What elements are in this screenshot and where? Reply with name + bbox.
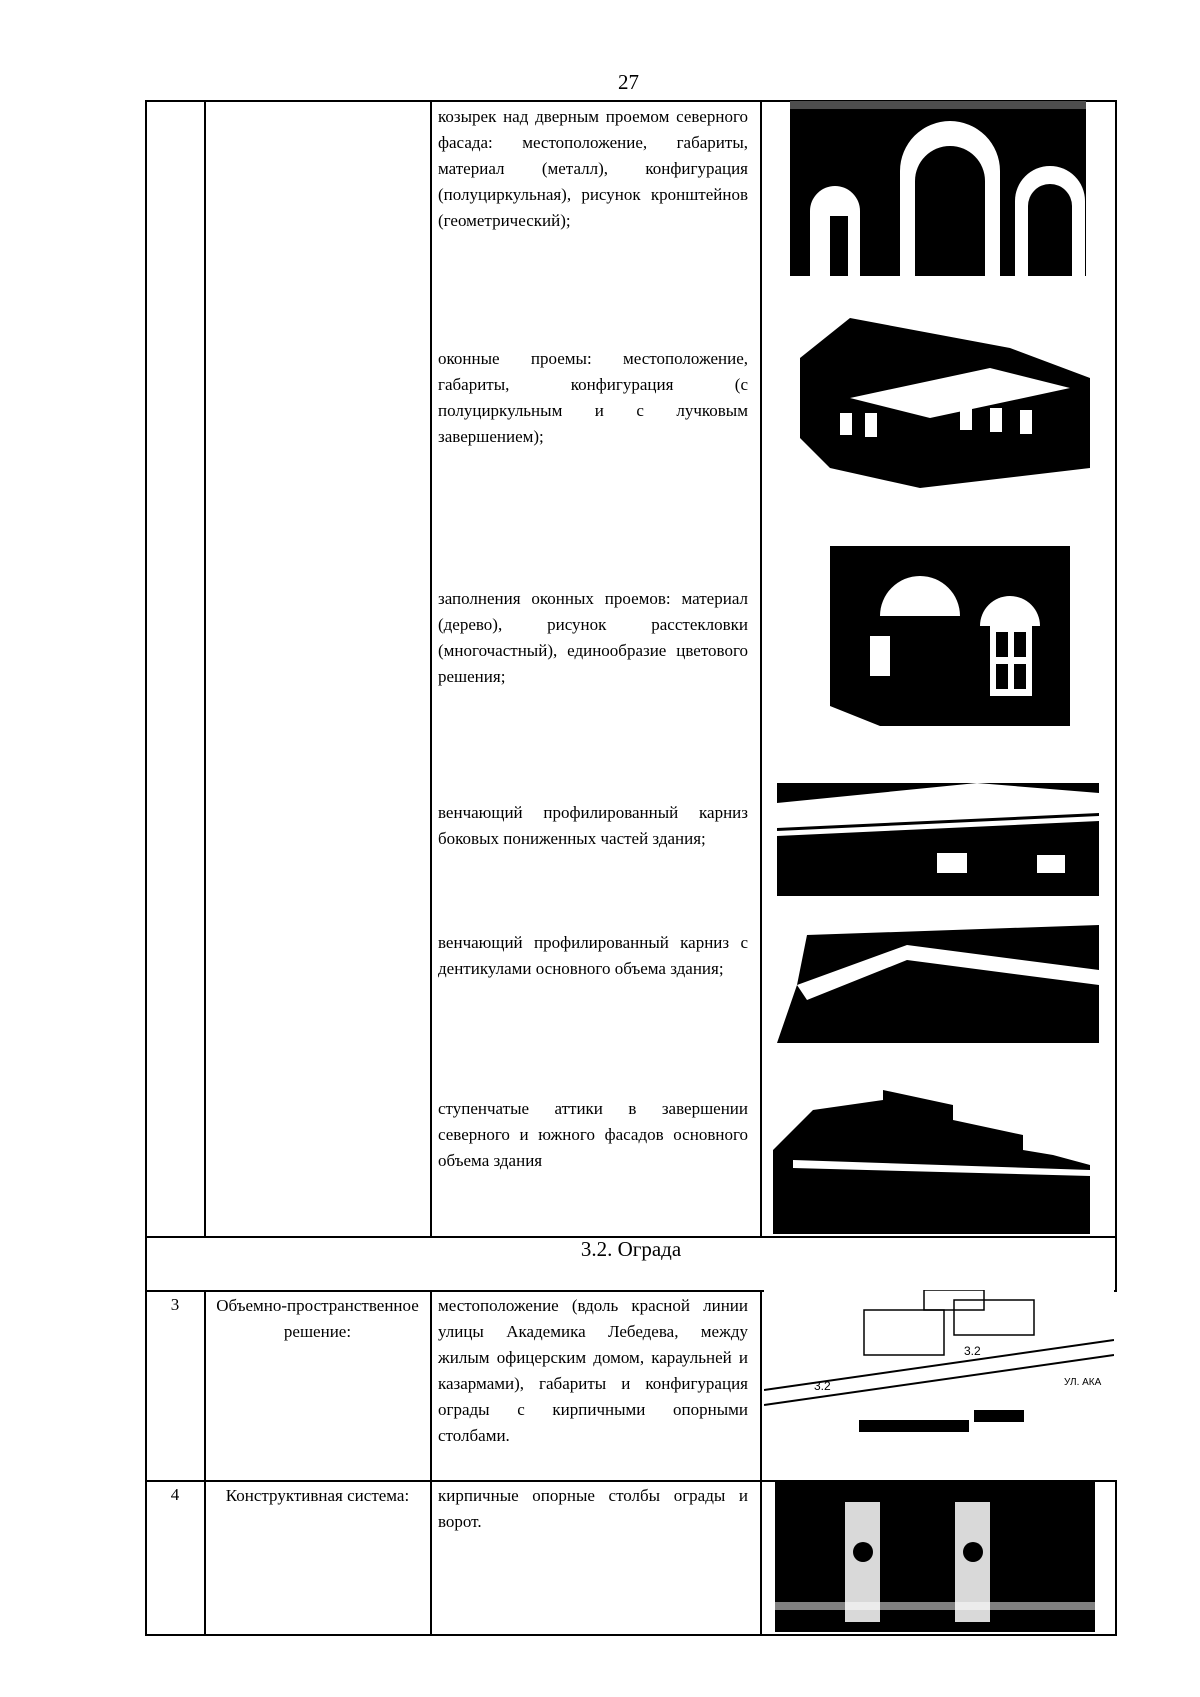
feature-text-window-fillings: заполнения оконных проемов: материал (дерево), рисунок расстекловки (многочастный), единообразие цветового решения; — [438, 589, 748, 686]
section-title: 3.2. Ограда — [580, 1237, 682, 1261]
arched-canopy-photo — [790, 101, 1086, 276]
feature-text-canopy: козырек над дверным проемом северного фасада: местоположение, габариты, материал (металл), конфигурация (полуциркульная), рисунок кронштейнов (геометрический); — [438, 107, 748, 230]
stepped-attic-photo — [773, 1090, 1090, 1234]
feature-text-stepped-attic: ступенчатые аттики в завершении северного и южного фасадов основного объема здания — [438, 1099, 748, 1170]
row-number: 3 — [170, 1295, 180, 1314]
row-number: 4 — [170, 1485, 180, 1504]
row-text: местоположение (вдоль красной линии улицы Академика Лебедева, между жилым офицерским домом, караульней и казармами), габариты и конфигурация ограды с кирпичными опорными столбами. — [438, 1296, 748, 1445]
feature-text-window-openings: оконные проемы: местоположение, габариты, конфигурация (с полуциркульным и с лучковым завершением); — [438, 349, 748, 446]
window-openings-photo — [790, 318, 1090, 488]
map-label: 3.2 — [964, 1344, 981, 1358]
feature-text-side-cornice: венчающий профилированный карниз боковых пониженных частей здания; — [438, 803, 748, 848]
row-name: Объемно-пространственное решение: — [216, 1296, 419, 1341]
row-name: Конструктивная система: — [225, 1486, 410, 1505]
row-text: кирпичные опорные столбы ограды и ворот. — [438, 1486, 748, 1531]
main-cornice-photo — [777, 925, 1099, 1043]
side-cornice-photo — [777, 783, 1099, 896]
map-label: 3.2 — [814, 1379, 831, 1393]
map-street-label: УЛ. АКА — [1064, 1377, 1102, 1388]
site-plan-map — [764, 1290, 1114, 1450]
page-number: 27 — [618, 70, 639, 94]
window-fillings-photo — [790, 536, 1090, 756]
gate-pillars-photo — [775, 1482, 1095, 1632]
feature-text-main-cornice: венчающий профилированный карниз с дентикулами основного объема здания; — [438, 933, 748, 978]
